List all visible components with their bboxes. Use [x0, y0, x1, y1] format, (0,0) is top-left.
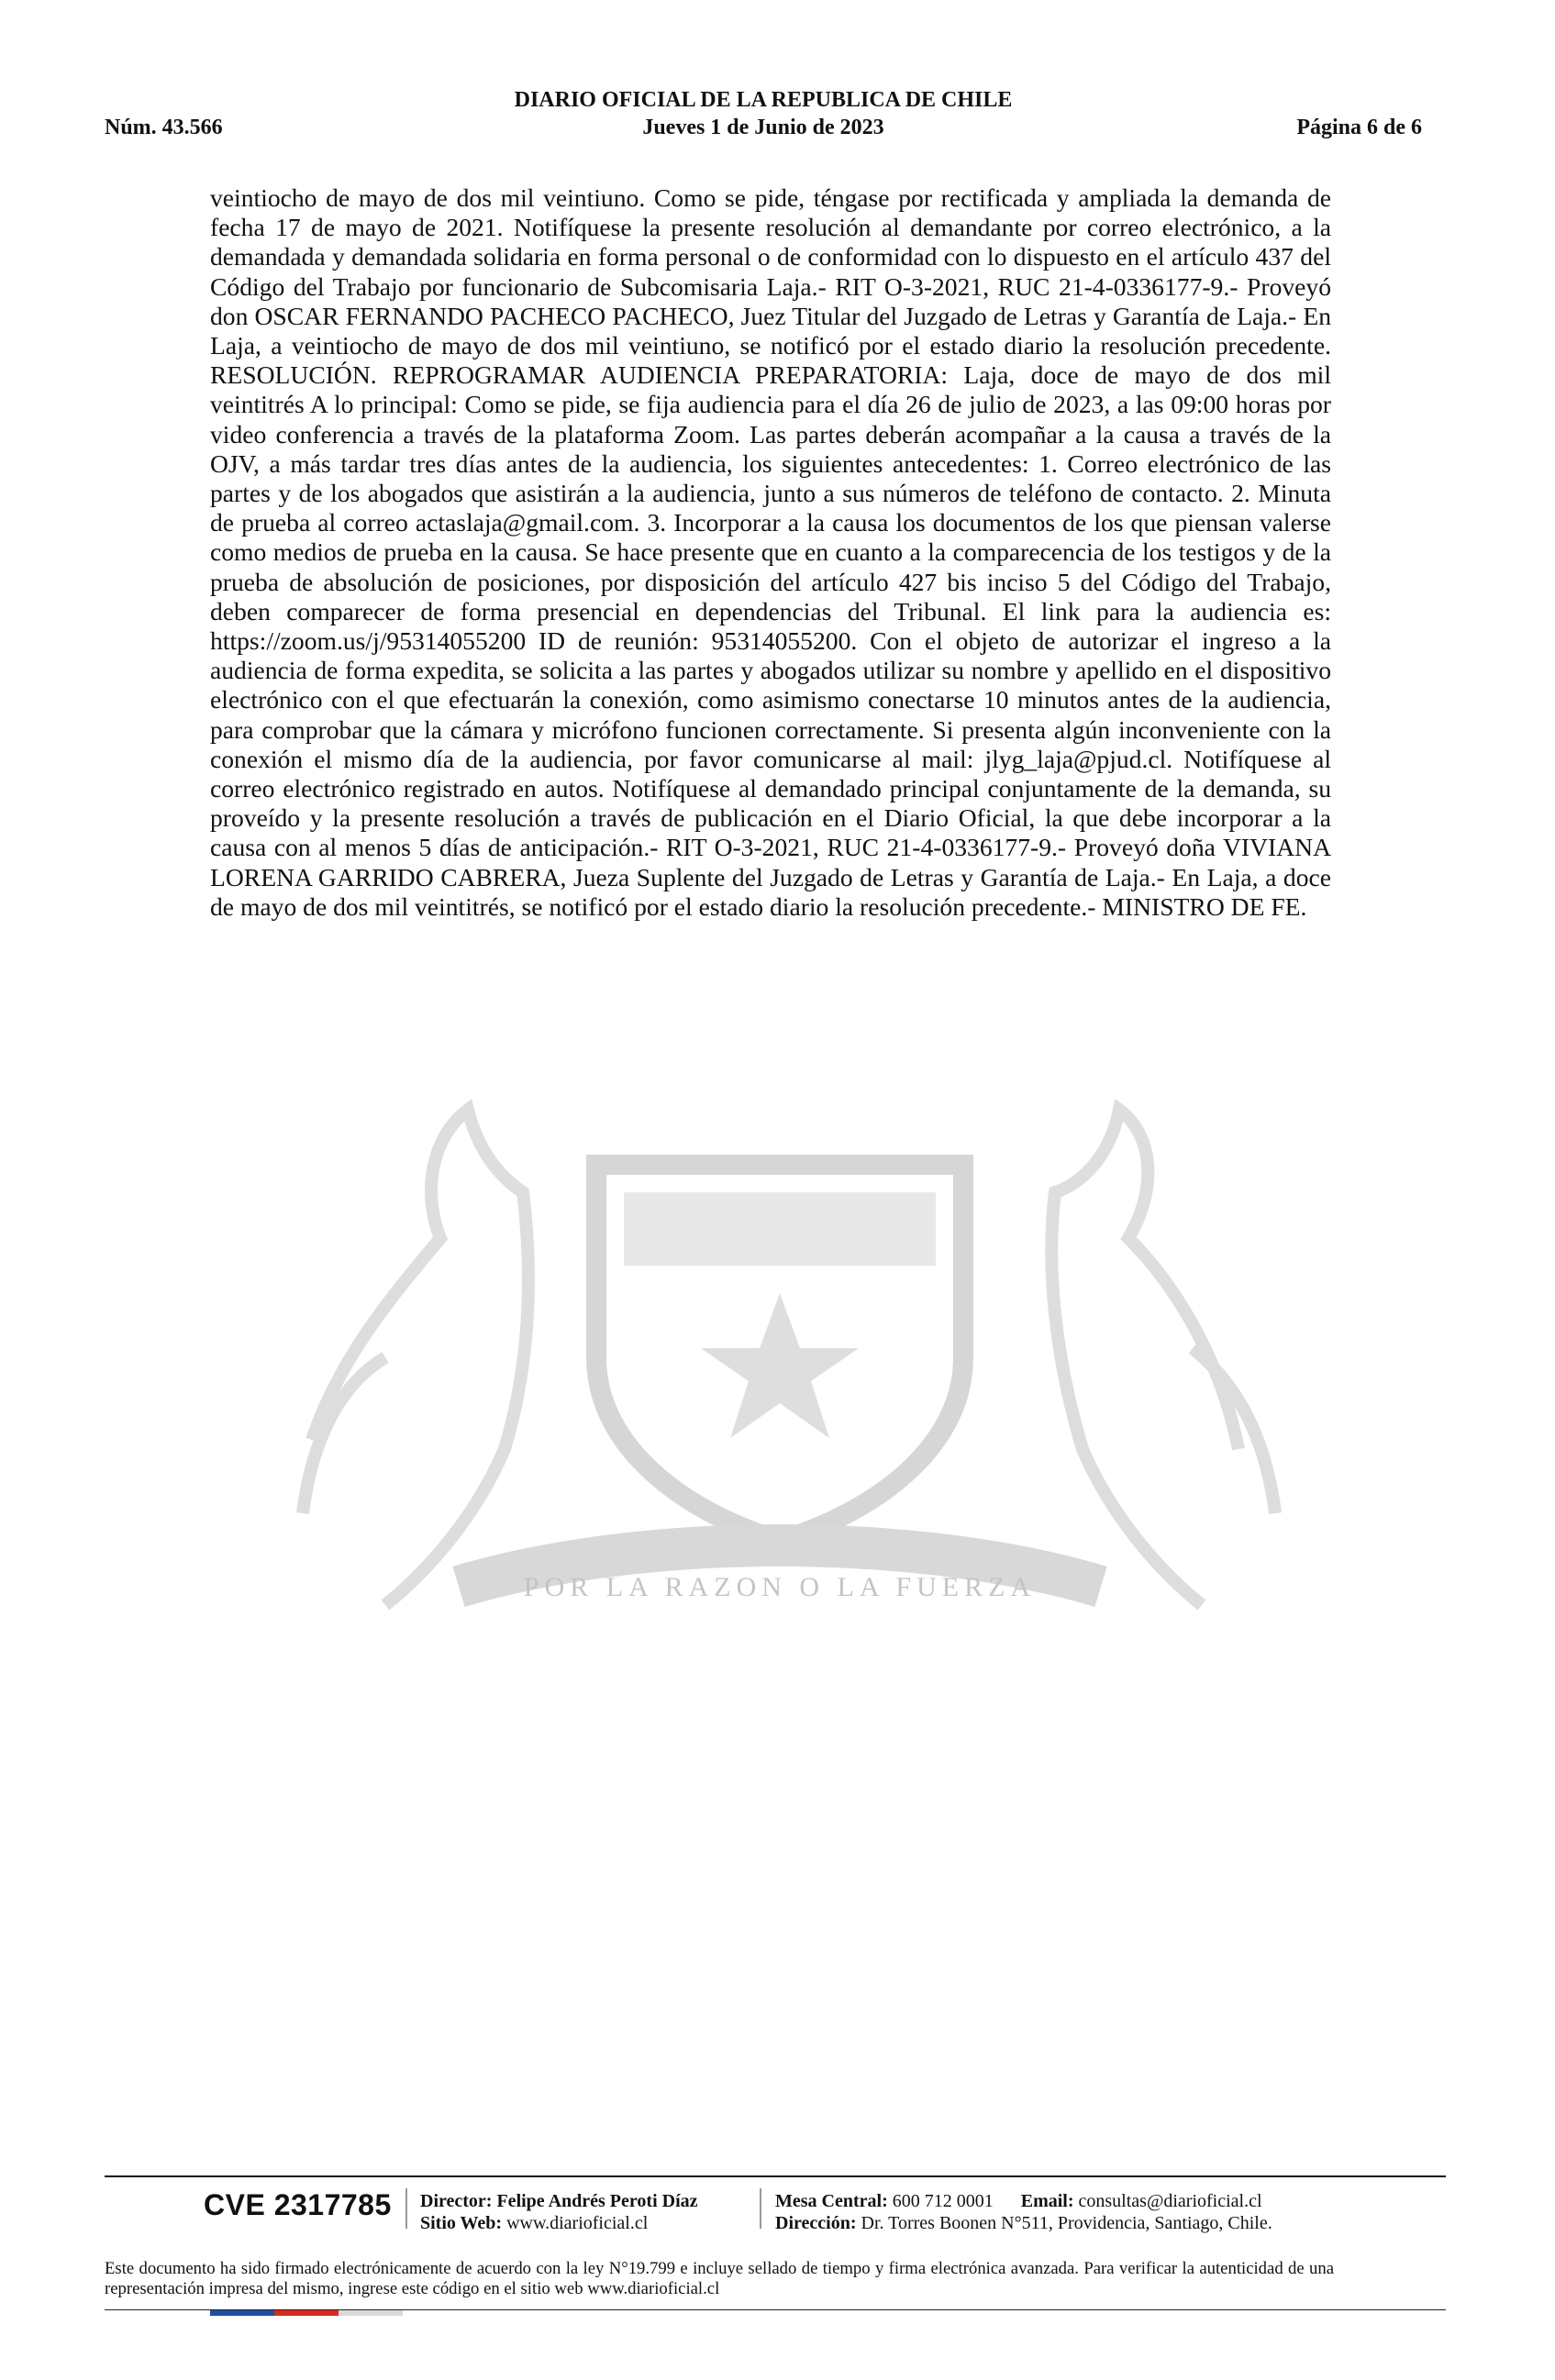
mesa-label: Mesa Central:: [775, 2191, 888, 2211]
footer-divider: [105, 2175, 1446, 2177]
mesa-phone: 600 712 0001: [892, 2191, 994, 2211]
issue-date: Jueves 1 de Junio de 2023: [642, 116, 884, 139]
address-value: Dr. Torres Boonen N°511, Providencia, Santiago, Chile.: [861, 2213, 1272, 2233]
email-label: Email:: [1020, 2191, 1074, 2211]
header-row: [105, 116, 1422, 143]
issue-number: Núm. 43.566: [105, 116, 223, 139]
footer-separator: [405, 2188, 407, 2229]
page-number: Página 6 de 6: [1296, 116, 1422, 139]
site-label: Sitio Web:: [420, 2213, 503, 2233]
contact-email[interactable]: consultas@diarioficial.cl: [1078, 2191, 1262, 2211]
flag-red-segment: [274, 2310, 339, 2316]
flag-gray-segment: [339, 2310, 403, 2316]
footer-separator: [760, 2188, 761, 2229]
page-header: [105, 88, 1422, 152]
body-paragraph: veintiocho de mayo de dos mil veintiuno. Como se pide, téngase por rectificada y ampliada la demanda de fecha 17 de mayo de 2021. Notifíquese la presente resolución al demandante por correo electrónico, a la demandada y demandada solidaria en forma personal o de conformidad con lo dispuesto en el artículo 437 del Código del Trabajo por funcionario de Subcomisaria Laja.- RIT O-3-2021, RUC 21-4-0336177-9.- Proveyó don OSCAR FERNANDO PACHECO PACHECO, Juez Titular del Juzgado de Letras y Garantía de Laja.- En Laja, a veintiocho de mayo de dos mil veintiuno, se notificó por el estado diario la resolución precedente. RESOLUCIÓN. REPROGRAMAR AUDIENCIA PREPARATORIA: Laja, doce de mayo de dos mil veintitrés A lo principal: Como se pide, se fija audiencia para el día 26 de julio de 2023, a las 09:00 horas por video conferencia a través de la plataforma Zoom. Las partes deberán acompañar a la causa a través de la OJV, a más tardar tres días antes de la audiencia, los siguientes antecedentes: 1. Correo electrónico de las partes y de los abogados que asistirán a la audiencia, junto a sus números de teléfono de contacto. 2. Minuta de prueba al correo actaslaja@gmail.com. 3. Incorporar a la causa los documentos de los que piensan valerse como medios de prueba en la causa. Se hace presente que en cuanto a la comparecencia de los testigos y de la prueba de absolución de posiciones, por disposición del artículo 427 bis inciso 5 del Código del Trabajo, deben comparecer de forma presencial en dependencias del Tribunal. El link para la audiencia es: https://zoom.us/j/95314055200 ID de reunión: 95314055200. Con el objeto de autorizar el ingreso a la audiencia de forma expedita, se solicita a las partes y abogados utilizar su nombre y apellido en el dispositivo electrónico con el que efectuarán la conexión, como asimismo conectarse 10 minutos antes de la audiencia, para comprobar que la cámara y micrófono funcionen correctamente. Si presenta algún inconveniente con la conexión el mismo día de la audiencia, por favor comunicarse al mail: jlyg_laja@pjud.cl. Notifíquese al correo electrónico registrado en autos. Notifíquese al demandado principal conjuntamente de la demanda, su proveído y la presente resolución a través de publicación en el Diario Oficial, la que debe incorporar a la causa con al menos 5 días de anticipación.- RIT O-3-2021, RUC 21-4-0336177-9.- Proveyó doña VIVIANA LORENA GARRIDO CABRERA, Jueza Suplente del Juzgado de Letras y Garantía de Laja.- En Laja, a doce de mayo de dos mil veintitrés, se notificó por el estado diario la resolución precedente.- MINISTRO DE FE.: [210, 183, 1331, 921]
footer-director-block: [420, 2190, 698, 2234]
flag-blue-segment: [210, 2310, 274, 2316]
footer-contact-block: [775, 2190, 1454, 2234]
cve-code: CVE 2317785: [204, 2188, 392, 2221]
publication-title: DIARIO OFICIAL DE LA REPUBLICA DE CHILE: [514, 88, 1013, 112]
coat-of-arms-watermark: [202, 1055, 1358, 1642]
legal-notice: Este documento ha sido firmado electrónicamente de acuerdo con la ley N°19.799 e incluye sellado de tiempo y firma electrónica avanzada. Para verificar la autenticidad de una representación impresa del mismo, ingrese este código en el sitio web www.diarioficial.cl: [105, 2259, 1334, 2298]
site-url[interactable]: www.diarioficial.cl: [506, 2213, 649, 2233]
document-body: [210, 183, 1331, 922]
director-name: Felipe Andrés Peroti Díaz: [496, 2191, 698, 2211]
flag-color-bar: [210, 2310, 403, 2316]
address-label: Dirección:: [775, 2213, 857, 2233]
director-label: Director:: [420, 2191, 493, 2211]
motto-text: POR LA RAZON O LA FUERZA: [523, 1572, 1037, 1602]
